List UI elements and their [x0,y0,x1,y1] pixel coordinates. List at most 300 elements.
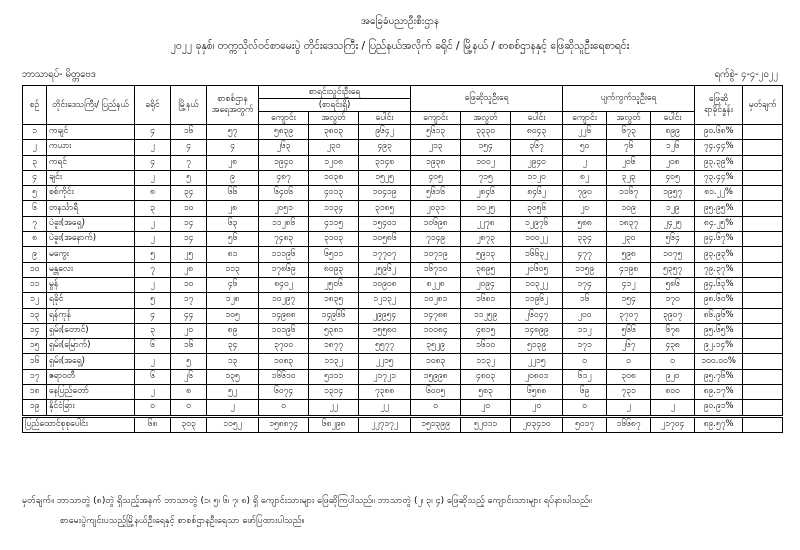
cell-pct: ၉၅.၆၅% [695,323,743,338]
table-row [23,385,783,400]
cell-no: ၆ [23,201,47,216]
cell-a-t: ၉၂၀ [651,369,695,384]
cell-r-m: ၄၈၇ [259,170,309,185]
cell-township: ၂၀ [171,323,207,338]
cell-township: ၄ [171,140,207,155]
cell-township: ၂၆ [171,369,207,384]
cell-pct: ၉၈.၆၀% [695,293,743,308]
total-cell: ၁၁၅၂ [207,416,259,432]
date-label: ရက်စွဲ- ၄-၄-၂၀၂၂ [714,69,778,80]
sub-school: ကျောင်း [259,112,309,125]
cell-centres: ၁၃ [207,354,259,369]
cell-s-m: ၁၅၉၉၈ [411,369,461,384]
cell-a-f: ၁၀၉ [607,201,651,216]
cell-r-t: ၁၀၅၈၆ [359,232,411,247]
cell-no: ၈ [23,232,47,247]
cell-region: မွန် [47,277,135,292]
cell-a-f: ၂၀၆ [607,155,651,170]
cell-a-m: ၁၆ [563,293,607,308]
cell-region: စစ်ကိုင်း [47,186,135,201]
cell-remarks [743,140,783,155]
cell-a-t: ၄၃၈ [651,339,695,354]
cell-r-m: ၅၈၃၉ [259,125,309,140]
cell-pct: ၈၁.၂၂% [695,186,743,201]
table-row [23,140,783,155]
cell-s-m: ၈၂၂၈ [411,277,461,292]
cell-r-f: ၁၄၉၆၆ [309,308,359,323]
cell-no: ၁၃ [23,308,47,323]
cell-centres: ၁၂၈ [207,293,259,308]
sub-private: အလွတ် [309,112,359,125]
sub-school: ကျောင်း [563,112,607,125]
cell-region: ရန်ကုန် [47,308,135,323]
cell-s-f: ၂၈၇၃ [461,232,511,247]
table-row [23,125,783,140]
table-row [23,201,783,216]
cell-s-m: ၁၀၈၃ [411,354,461,369]
cell-centres: ၈၁ [207,247,259,262]
cell-district: ၅ [135,293,171,308]
cell-s-f: ၁၆၈၁ [461,293,511,308]
cell-s-t: ၅၁၃၉ [511,339,563,354]
cell-a-f: ၄၁၉၈ [607,262,651,277]
cell-remarks [743,385,783,400]
cell-district: ၂ [135,354,171,369]
cell-a-f: ၃၀၈ [607,369,651,384]
cell-no: ၁၆ [23,354,47,369]
cell-s-t: ၁၆၆၃၂ [511,247,563,262]
cell-region: ကယား [47,140,135,155]
cell-a-t: ၆၇၈ [651,323,695,338]
cell-r-f: ၃၈၀၃ [309,125,359,140]
cell-region: ရှမ်း(အရှေ့) [47,354,135,369]
cell-s-t: ၃၀၅၆ [511,201,563,216]
cell-centres: ၁၁၃ [207,262,259,277]
table-row [23,369,783,384]
cell-s-m: ၁၉၃၈ [411,155,461,170]
cell-r-t: ၇၃၈၈ [359,385,411,400]
table-row [23,308,783,323]
cell-s-f: ၁၆၁၀ [461,339,511,354]
col-no: စဉ် [23,86,47,125]
cell-pct: ၇၄.၄၄% [695,140,743,155]
total-label: ပြည်ထောင်စုစုပေါင်း [23,416,135,432]
cell-r-m: ၈၄၀၂ [259,277,309,292]
cell-r-f: ၅၁၁၁ [309,369,359,384]
col-district: ခရိုင် [135,86,171,125]
cell-pct: ၉၃.၃၉% [695,155,743,170]
cell-s-t: ၂၀ [511,400,563,416]
cell-a-m: ၈၂ [563,170,607,185]
cell-a-m: ၁၇၁ [563,339,607,354]
cell-district: ၄ [135,155,171,170]
cell-r-f: ၆၅၁၁ [309,247,359,262]
cell-r-t: ၂၂၁၅ [359,354,411,369]
cell-centres: ၆၃ [207,216,259,231]
cell-a-m: ၂၀ [563,201,607,216]
cell-s-t: ၈၄၆၂ [511,186,563,201]
cell-remarks [743,308,783,323]
cell-district: ၈ [135,186,171,201]
cell-s-f: ၄၈၀၃ [461,369,511,384]
cell-a-m: ၆၉ [563,385,607,400]
cell-r-f: ၁၁၃၂ [309,354,359,369]
cell-r-t: ၁၅၂၅ [359,170,411,185]
cell-s-f: ၁၁၂၅၉ [461,308,511,323]
cell-r-t: ၁၇၇၀၇ [359,247,411,262]
cell-s-f: ၂၀၉၄ [461,277,511,292]
cell-a-t: ၂၄၂၅ [651,216,695,231]
cell-district: ၂ [135,385,171,400]
cell-r-f: ၃၁၀၃ [309,232,359,247]
cell-pct: ၈၄.၂၅% [695,216,743,231]
cell-remarks [743,262,783,277]
cell-a-f: ၁၅၄ [607,293,651,308]
table-row [23,247,783,262]
cell-township: ၁၆ [171,125,207,140]
cell-district: ၆ [135,339,171,354]
cell-r-m: ၁၄၉၈၈ [259,308,309,323]
cell-a-m: ၀ [563,354,607,369]
col-percent: ဖြေဆို ရာခိုင်နှုန်း [695,86,743,125]
cell-s-t: ၁၀၃၂၂ [511,277,563,292]
cell-s-m: ၅၆၁၆ [411,186,461,201]
cell-township: ၅ [171,170,207,185]
cell-r-f: ၈၀၉၃ [309,262,359,277]
cell-r-m: ၁၀၂၉၇ [259,293,309,308]
cell-district: ၀ [135,400,171,416]
cell-r-f: ၂၅၀၆ [309,277,359,292]
cell-pct: ၈၉.၁၇% [695,385,743,400]
cell-a-t: ၁၂၉ [651,201,695,216]
total-cell: ၈၉.၅၇% [695,416,743,432]
page-title: အခြေခံပညာဦးစီးဌာန [360,16,440,27]
cell-district: ၃ [135,323,171,338]
total-cell: ၅၀၁၇ [563,416,607,432]
cell-region: ကချင် [47,125,135,140]
cell-pct: ၇၃.၄၄% [695,170,743,185]
total-row [23,416,783,432]
footnote-2: စာမေးပွဲကျင်းပသည့်မြို့နယ်ဦးရေနှင့် စာစစ်ဌာနဦးရေသာ ဖော်ပြထားပါသည်။ [60,516,305,526]
cell-a-m: ၂ [563,155,607,170]
cell-s-t: ၁၄၈၉၉ [511,323,563,338]
cell-region: နိုင်ငံခြား [47,400,135,416]
cell-s-f: ၃၃၃၀ [461,125,511,140]
col-absent: ပျက်ကွက်သူဦးရေ [563,86,695,112]
cell-centres: ၅၇ [207,125,259,140]
cell-s-f: ၁၀၀၂ [461,155,511,170]
cell-centres: ၈၉ [207,323,259,338]
subject-label: ဘာသာရပ်- မိတ္တဗေဒ [22,69,96,80]
cell-centres: ၂ [207,400,259,416]
cell-r-t: ၂၉၉၅၄ [359,308,411,323]
cell-remarks [743,186,783,201]
cell-r-m: ၆၀၇၄ [259,385,309,400]
cell-district: ၄ [135,308,171,323]
cell-no: ၇ [23,216,47,231]
table-row [23,354,783,369]
cell-township: ၈ [171,385,207,400]
col-registered: စာရင်းသွင်းဦးရေ [259,86,411,99]
table-row [23,277,783,292]
cell-s-t: ၁၀၀၂၂ [511,232,563,247]
cell-no: ၁၄ [23,323,47,338]
cell-region: ပဲခူး(အနောက်) [47,232,135,247]
cell-s-f: ၂၈၄၆ [461,186,511,201]
total-cell: ၂၂၇၁၇၂ [359,416,411,432]
cell-a-m: ၆၁၂ [563,369,607,384]
cell-township: ၁၀ [171,201,207,216]
cell-s-t: ၁၁၉၆၂ [511,293,563,308]
cell-pct: ၉၄.၆၃% [695,277,743,292]
cell-centres: ၅၆ [207,232,259,247]
cell-centres: ၂၈ [207,201,259,216]
cell-region: ချင်း [47,170,135,185]
cell-centres: ၆၆ [207,186,259,201]
page-subtitle: ၂၀၂၂ ခုနှစ်၊ တက္ကသိုလ်ဝင်စာမေးပွဲ တိုင်းဒေသကြီး / ပြည်နယ်အလိုက် ခရိုင် / မြို့နယ် / စာစစ်ဌာနနှင့် ဖြေဆိုသူဦးရေစာရင်း [170,40,630,52]
cell-centres: ၂၈ [207,155,259,170]
cell-pct: ၉၂.၁၄% [695,339,743,354]
cell-r-f: ၁၃၁၄ [309,385,359,400]
cell-a-f: ၄၁၂ [607,277,651,292]
cell-s-t: ၃၆၇ [511,140,563,155]
cell-no: ၉ [23,247,47,262]
table-row [23,262,783,277]
cell-a-m: ၂၀၀ [563,308,607,323]
cell-remarks [743,400,783,416]
cell-a-f: ၅၉၈ [607,247,651,262]
cell-region: မန္တလေး [47,262,135,277]
cell-pct: ၉၄.၆၇% [695,232,743,247]
cell-district: ၂ [135,140,171,155]
col-exam-centres: စာစစ်ဌာန အရေအတွက် [207,86,259,125]
sub-school: ကျောင်း [411,112,461,125]
cell-township: ၇ [171,155,207,170]
cell-s-m: ၂၁၃ [411,140,461,155]
cell-r-m: ၁၇၈၆၉ [259,262,309,277]
cell-remarks [743,339,783,354]
cell-r-f: ၁၈၇၇ [309,339,359,354]
cell-no: ၁၅ [23,339,47,354]
cell-r-t: ၃၁၈၅ [359,201,411,216]
cell-a-f: ၅၆၆ [607,323,651,338]
cell-s-f: ၂၀ [461,400,511,416]
cell-s-m: ၄၀၅ [411,170,461,185]
cell-r-m: ၀ [259,400,309,416]
cell-no: ၄ [23,170,47,185]
table-row [23,293,783,308]
cell-s-m: ၁၆၇၁၀ [411,262,461,277]
cell-r-t: ၁၀၉၀၈ [359,277,411,292]
cell-township: ၁၇ [171,293,207,308]
cell-region: ဧရာဝတီ [47,369,135,384]
cell-a-t: ၁၉၅၇ [651,186,695,201]
cell-s-f: ၄၈၁၅ [461,323,511,338]
cell-a-m: ၅၈၈ [563,216,607,231]
cell-r-f: ၂၃၀ [309,140,359,155]
cell-s-m: ၁၀၀၈၄ [411,323,461,338]
table-row [23,400,783,416]
total-cell: ၁၅၁၃၉၉ [411,416,461,432]
cell-s-t: ၁၁၂၀ [511,170,563,185]
cell-a-t: ၁၂၆ [651,140,695,155]
cell-pct: ၉၅.၇၆% [695,369,743,384]
cell-s-t: ၁၂၉၇၆ [511,216,563,231]
cell-region: ပဲခူး(အရှေ့) [47,216,135,231]
cell-remarks [743,170,783,185]
cell-remarks [743,201,783,216]
cell-s-m: ၇၁၄၉ [411,232,461,247]
cell-a-f: ၃၇၀၇ [607,308,651,323]
cell-remarks [743,232,783,247]
footnote-1: မှတ်ချက်။ ဘာသာတွဲ (၈)တွဲ ရှိသည့်အနက် ဘာသာတွဲ (၁၊ ၅၊ ၆၊ ၇၊ ၈) ရှိ ကျောင်းသားများ ဖြေဆိုကြပါသည်။ ဘာသာတွဲ (၂၊ ၃၊ ၄) ဖြေဆိုသည့် ကျောင်းသားများ ရပ်နားပါသည်။ [22,496,592,506]
cell-remarks [743,354,783,369]
cell-s-f: ၃၈၉၅ [461,262,511,277]
total-cell: ၃၀၃ [171,416,207,432]
cell-centres: ၉ [207,170,259,185]
cell-a-m: ၅၀ [563,140,607,155]
cell-centres: ၁၃၅ [207,369,259,384]
cell-s-t: ၂၆၀၄၇ [511,308,563,323]
cell-s-f: ၁၀၂၅ [461,201,511,216]
cell-centres: ၃၄ [207,339,259,354]
cell-remarks [743,216,783,231]
cell-r-t: ၁၂၁၃၂ [359,293,411,308]
cell-no: ၁၂ [23,293,47,308]
cell-township: ၁၄ [171,232,207,247]
cell-township: ၄၄ [171,308,207,323]
cell-r-f: ၁၈၃၅ [309,293,359,308]
cell-r-t: ၅၅၇၇ [359,339,411,354]
cell-no: ၁ [23,125,47,140]
cell-a-m: ၃၃၄ [563,232,607,247]
cell-s-m: ၀ [411,400,461,416]
cell-no: ၁၀ [23,262,47,277]
cell-s-t: ၂၂၁၅ [511,354,563,369]
cell-a-f: ၂ [607,400,651,416]
results-table [22,85,783,433]
cell-township: ၀ [171,400,207,416]
cell-no: ၁၉ [23,400,47,416]
cell-a-f: ၇၃၁ [607,385,651,400]
cell-r-f: ၅၃၈၁ [309,323,359,338]
cell-r-m: ၂၀၅၁ [259,201,309,216]
cell-r-f: ၂၂ [309,400,359,416]
cell-s-m: ၅၆၁၃ [411,125,461,140]
cell-centres: ၄ [207,140,259,155]
cell-r-f: ၁၁၃၄ [309,201,359,216]
cell-a-t: ၅၈၆ [651,277,695,292]
cell-remarks [743,247,783,262]
cell-a-f: ၀ [607,354,651,369]
cell-r-f: ၄၀၁၃ [309,186,359,201]
cell-a-f: ၂၆၇ [607,339,651,354]
cell-township: ၁၆ [171,339,207,354]
cell-centres: ၅၂ [207,385,259,400]
table-body [23,125,783,417]
cell-r-t: ၃၁၄၈ [359,155,411,170]
cell-pct: ၉၃.၉၃% [695,247,743,262]
cell-pct: ၉၅.၉၅% [695,201,743,216]
cell-district: ၂ [135,170,171,185]
cell-centres: ၄၆ [207,277,259,292]
cell-r-m: ၁၁၂၈၆ [259,216,309,231]
cell-no: ၁၁ [23,277,47,292]
cell-no: ၁၈ [23,385,47,400]
cell-remarks [743,293,783,308]
total-cell: ၁၆၆၈၇ [607,416,651,432]
cell-r-f: ၁၂၀၈ [309,155,359,170]
col-sat: ဖြေဆိုသူဦးရေ [411,86,563,112]
cell-district: ၂ [135,232,171,247]
cell-r-m: ၇၄၈၃ [259,232,309,247]
cell-a-t: ၂၀၈ [651,155,695,170]
cell-region: ရှမ်း(တောင်) [47,323,135,338]
cell-a-t: ၀ [651,354,695,369]
sub-private: အလွတ် [461,112,511,125]
cell-r-t: ၁၀၄၁၉ [359,186,411,201]
cell-s-m: ၁၀၇၁၉ [411,247,461,262]
cell-r-m: ၁၀၁၉၆ [259,323,309,338]
cell-a-f: ၁၁၆၇ [607,186,651,201]
table-row [23,216,783,231]
cell-a-m: ၂၂၆ [563,125,607,140]
cell-pct: ၇၉.၃၇% [695,262,743,277]
col-remarks: မှတ်ချက် [743,86,783,125]
cell-a-t: ၁၇၀ [651,293,695,308]
sub-private: အလွတ် [607,112,651,125]
cell-r-t: ၂၁၇၂၁ [359,369,411,384]
cell-s-m: ၁၀၆၉၈ [411,216,461,231]
cell-a-t: ၅၃၅၇ [651,262,695,277]
cell-r-t: ၄၉၃ [359,140,411,155]
cell-pct: ၉၀.၉၁% [695,400,743,416]
cell-no: ၁၇ [23,369,47,384]
cell-s-m: ၂၀၃၁ [411,201,461,216]
cell-r-m: ၂၆၃ [259,140,309,155]
cell-r-m: ၁၀၈၃ [259,354,309,369]
cell-s-f: ၇၁၅ [461,170,511,185]
cell-district: ၄ [135,125,171,140]
cell-a-m: ၄၇၇ [563,247,607,262]
total-cell: ၆၈၂၉၈ [309,416,359,432]
cell-no: ၃ [23,155,47,170]
cell-region: နေပြည်တော် [47,385,135,400]
cell-r-m: ၁၆၆၁၀ [259,369,309,384]
total-cell: ၂၁၇၀၄ [651,416,695,432]
cell-s-f: ၅၉၁၃ [461,247,511,262]
col-region: တိုင်းဒေသကြီး/ ပြည်နယ် [47,86,135,125]
cell-s-m: ၆၀၀၅ [411,385,461,400]
col-township: မြို့နယ် [171,86,207,125]
cell-a-m: ၇၉၀ [563,186,607,201]
cell-a-t: ၄၀၅ [651,170,695,185]
cell-remarks [743,125,783,140]
table-row [23,339,783,354]
cell-r-m: ၃၇၀၀ [259,339,309,354]
cell-centres: ၁၀၅ [207,308,259,323]
cell-district: ၃ [135,201,171,216]
cell-s-m: ၃၅၂၉ [411,339,461,354]
cell-region: ရခိုင် [47,293,135,308]
cell-no: ၅ [23,186,47,201]
cell-r-t: ၁၅၅၈၀ [359,323,411,338]
cell-pct: ၈၆.၉၆% [695,308,743,323]
cell-township: ၂၈ [171,262,207,277]
cell-a-m: ၁၁၂ [563,323,607,338]
cell-a-m: ၀ [563,400,607,416]
total-cell: ၅၂၀၁၁ [461,416,511,432]
